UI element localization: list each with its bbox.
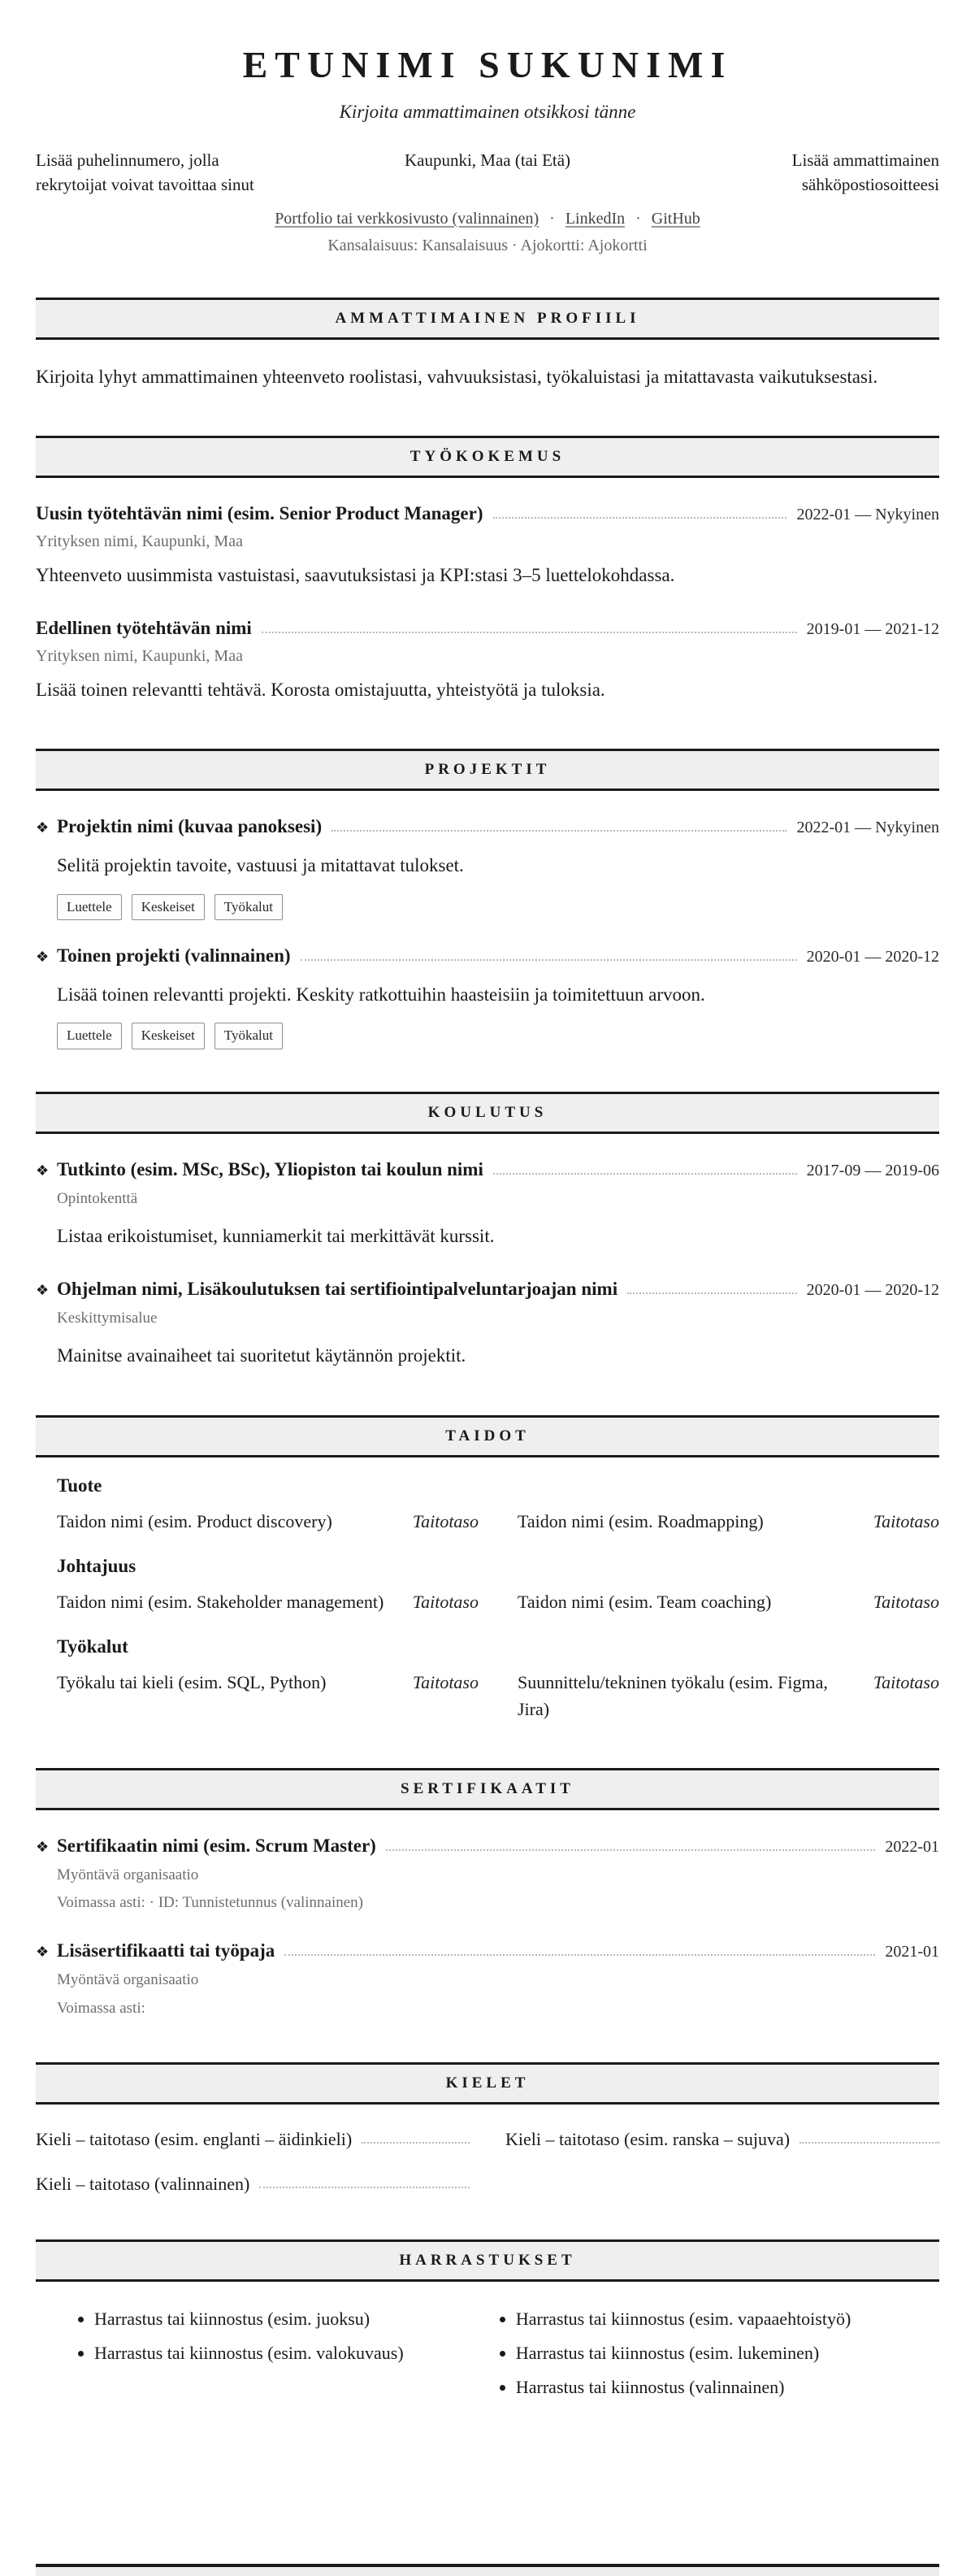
project-item [36,943,939,1049]
skill-grid [57,1505,939,1538]
section-hobbies [36,2239,939,2400]
certification-date: 2022-01 [885,1837,939,1856]
github-link[interactable]: GitHub [651,209,700,228]
hobby-grid [36,2298,939,2400]
issuing-organization: Myöntävä organisaatio [57,1971,199,1988]
contact-row [36,149,939,197]
section-header-profile: AMMATTIMAINEN PROFIILI [36,298,939,340]
tag-chip: Luettele [57,894,122,920]
diamond-icon: ❖ [36,1281,50,1298]
section-projects [36,749,939,1049]
section-education [36,1092,939,1373]
linkedin-link[interactable]: LinkedIn [565,209,626,228]
project-tag-row [57,894,939,920]
skill-row [57,1585,479,1618]
job-title: Uusin työtehtävän nimi (esim. Senior Product Manager) [36,503,483,524]
skill-group-name: Johtajuus [57,1555,136,1576]
dotted-leader [284,1954,875,1956]
experience-item [36,615,939,706]
job-summary: Lisää toinen relevantti tehtävä. Korosta omistajuutta, yhteistyötä ja tuloksia. [36,679,605,700]
certification-item [36,1833,939,1915]
skill-group [57,1636,939,1726]
education-dates: 2020-01 — 2020-12 [806,1280,939,1299]
company-location-line: Yrityksen nimi, Kaupunki, Maa [36,646,243,665]
project-dates: 2020-01 — 2020-12 [806,947,939,966]
language-text: Kieli – taitotaso (esim. ranska – sujuva) [505,2129,791,2149]
page-bottom-bar [36,2564,939,2576]
skill-level: Taitotaso [412,1671,479,1692]
tag-chip: Keskeiset [132,1023,205,1049]
project-summary: Lisää toinen relevantti projekti. Keskity ratkottuihin haasteisiin ja toimitettuun arvoon. [57,984,705,1006]
language-item [505,2126,939,2152]
degree-title: Tutkinto (esim. MSc, BSc), Yliopiston tai koulun nimi [57,1158,483,1179]
education-item-head [36,1276,939,1302]
experience-item-head [36,501,939,527]
skill-name: Taidon nimi (esim. Team coaching) [518,1591,772,1612]
certification-details: Voimassa asti: · ID: Tunnistetunnus (valinnainen) [57,1894,363,1912]
field-of-study: Keskittymisalue [57,1309,158,1327]
skill-row [518,1585,939,1618]
dotted-leader [493,517,787,519]
skill-row [518,1666,939,1726]
section-profile [36,298,939,393]
education-dates: 2017-09 — 2019-06 [806,1161,939,1179]
skill-row [518,1505,939,1538]
skills-body [36,1475,939,1726]
skill-grid [57,1585,939,1618]
education-item-body [36,1307,939,1373]
diamond-icon: ❖ [36,1943,50,1960]
language-item [36,2170,470,2197]
section-languages [36,2062,939,2197]
portfolio-link[interactable]: Portfolio tai verkkosivusto (valinnainen) [275,209,540,228]
link-separator-dot: · [635,209,641,228]
skill-level: Taitotaso [873,1510,939,1531]
project-item-body [36,849,939,882]
profile-summary-text: Kirjoita lyhyt ammattimainen yhteenveto roolistasi, vahvuuksistasi, työkaluistasi ja mitattavasta vaikutuksestasi. [36,366,878,387]
project-item [36,814,939,920]
citizenship-license-line: Kansalaisuus: Kansalaisuus · Ajokortti: Ajokortti [327,236,648,254]
education-item [36,1276,939,1373]
language-grid [36,2126,939,2197]
job-summary: Yhteenveto uusimmista vastuistasi, saavutuksistasi ja KPI:stasi 3–5 luettelokohdassa. [36,565,675,586]
link-separator-dot: · [549,209,555,228]
project-item-head [36,814,939,840]
education-item-body [36,1188,939,1253]
certification-item-head [36,1938,939,1964]
skill-name: Taidon nimi (esim. Product discovery) [57,1510,332,1531]
skill-row [57,1505,479,1538]
diamond-icon: ❖ [36,1162,50,1179]
certification-name: Lisäsertifikaatti tai työpaja [57,1940,275,1961]
certification-item [36,1938,939,2020]
field-of-study: Opintokenttä [57,1189,138,1207]
job-dates: 2019-01 — 2021-12 [806,619,939,638]
hobby-item: • Harrastus tai kiinnostus (esim. juoksu) [94,2306,462,2332]
hobby-item: • Harrastus tai kiinnostus (esim. vapaaehtoistyö) [516,2306,939,2332]
dotted-leader [259,2187,470,2188]
experience-item-head [36,615,939,641]
tag-chip: Luettele [57,1023,122,1049]
location-text: Kaupunki, Maa (tai Etä) [404,150,571,171]
certification-item-body [36,1969,939,2020]
project-title: Projektin nimi (kuvaa panoksesi) [57,816,323,837]
hobby-item: • Harrastus tai kiinnostus (valinnainen) [516,2374,939,2400]
skill-grid [57,1666,939,1726]
section-header-education: KOULUTUS [36,1092,939,1134]
skill-name: Taidon nimi (esim. Roadmapping) [518,1510,764,1531]
skill-level: Taitotaso [412,1591,479,1612]
section-header-experience: TYÖKOKEMUS [36,436,939,478]
project-dates: 2022-01 — Nykyinen [796,819,939,837]
links-row [36,210,939,228]
language-item [36,2126,470,2152]
section-header-skills: TAIDOT [36,1415,939,1457]
hobby-list [36,2298,462,2400]
diamond-icon: ❖ [36,1838,50,1855]
skill-level: Taitotaso [412,1510,479,1531]
issuing-organization: Myöntävä organisaatio [57,1866,199,1883]
skill-name: Työkalu tai kieli (esim. SQL, Python) [57,1671,327,1692]
hobby-item: • Harrastus tai kiinnostus (esim. lukeminen) [516,2340,939,2366]
project-item-body [36,979,939,1011]
certification-name: Sertifikaatin nimi (esim. Scrum Master) [57,1835,376,1856]
hobby-item: • Harrastus tai kiinnostus (esim. valokuvaus) [94,2340,462,2366]
dotted-leader [386,1849,875,1851]
dotted-leader [493,1173,797,1175]
section-certifications [36,1768,939,2020]
email-placeholder: Lisää ammattimainen sähköpostiosoitteesi [791,150,939,194]
professional-headline: Kirjoita ammattimainen otsikkosi tänne [339,102,636,123]
skill-row [57,1666,479,1726]
diamond-icon: ❖ [36,948,50,965]
skill-group [57,1475,939,1538]
experience-item [36,501,939,592]
language-text: Kieli – taitotaso (valinnainen) [36,2174,250,2194]
section-header-hobbies: HARRASTUKSET [36,2239,939,2282]
skill-level: Taitotaso [873,1591,939,1612]
project-item-head [36,943,939,969]
dotted-leader [332,830,786,832]
section-header-certifications: SERTIFIKAATIT [36,1768,939,1810]
education-summary: Listaa erikoistumiset, kunniamerkit tai merkittävät kurssit. [57,1226,495,1247]
section-header-projects: PROJEKTIT [36,749,939,791]
resume-header [36,42,939,255]
section-skills [36,1415,939,1726]
dotted-leader [262,632,797,633]
language-text: Kieli – taitotaso (esim. englanti – äidinkieli) [36,2129,353,2149]
education-summary: Mainitse avainaiheet tai suoritetut käytännön projektit. [57,1345,466,1366]
tag-chip: Keskeiset [132,894,205,920]
dotted-leader [800,2142,939,2144]
degree-title: Ohjelman nimi, Lisäkoulutuksen tai sertifiointipalveluntarjoajan nimi [57,1278,618,1299]
phone-placeholder: Lisää puhelinnumero, jolla rekrytoijat voivat tavoittaa sinut [36,150,254,194]
project-summary: Selitä projektin tavoite, vastuusi ja mitattavat tulokset. [57,855,464,876]
skill-group-name: Työkalut [57,1636,128,1657]
certification-item-head [36,1833,939,1859]
company-location-line: Yrityksen nimi, Kaupunki, Maa [36,532,243,551]
skill-group [57,1556,939,1618]
education-item-head [36,1157,939,1183]
diamond-icon: ❖ [36,819,50,836]
certification-date: 2021-01 [885,1942,939,1961]
skill-name: Suunnittelu/tekninen työkalu (esim. Figma, Jira) [518,1671,828,1719]
section-header-languages: KIELET [36,2062,939,2105]
job-title: Edellinen työtehtävän nimi [36,617,252,638]
project-title: Toinen projekti (valinnainen) [57,945,291,966]
tag-chip: Työkalut [214,1023,283,1049]
job-dates: 2022-01 — Nykyinen [796,506,939,524]
certification-details: Voimassa asti: [57,1999,145,2017]
certification-item-body [36,1864,939,1915]
skill-group-name: Tuote [57,1475,102,1496]
tag-chip: Työkalut [214,894,283,920]
section-experience [36,436,939,706]
project-tag-row [57,1023,939,1049]
dotted-leader [362,2142,470,2144]
hobby-list [492,2298,939,2400]
full-name: ETUNIMI SUKUNIMI [242,44,733,85]
skill-level: Taitotaso [873,1671,939,1692]
dotted-leader [627,1292,797,1294]
education-item [36,1157,939,1253]
skill-name: Taidon nimi (esim. Stakeholder management) [57,1591,384,1612]
dotted-leader [301,959,797,961]
